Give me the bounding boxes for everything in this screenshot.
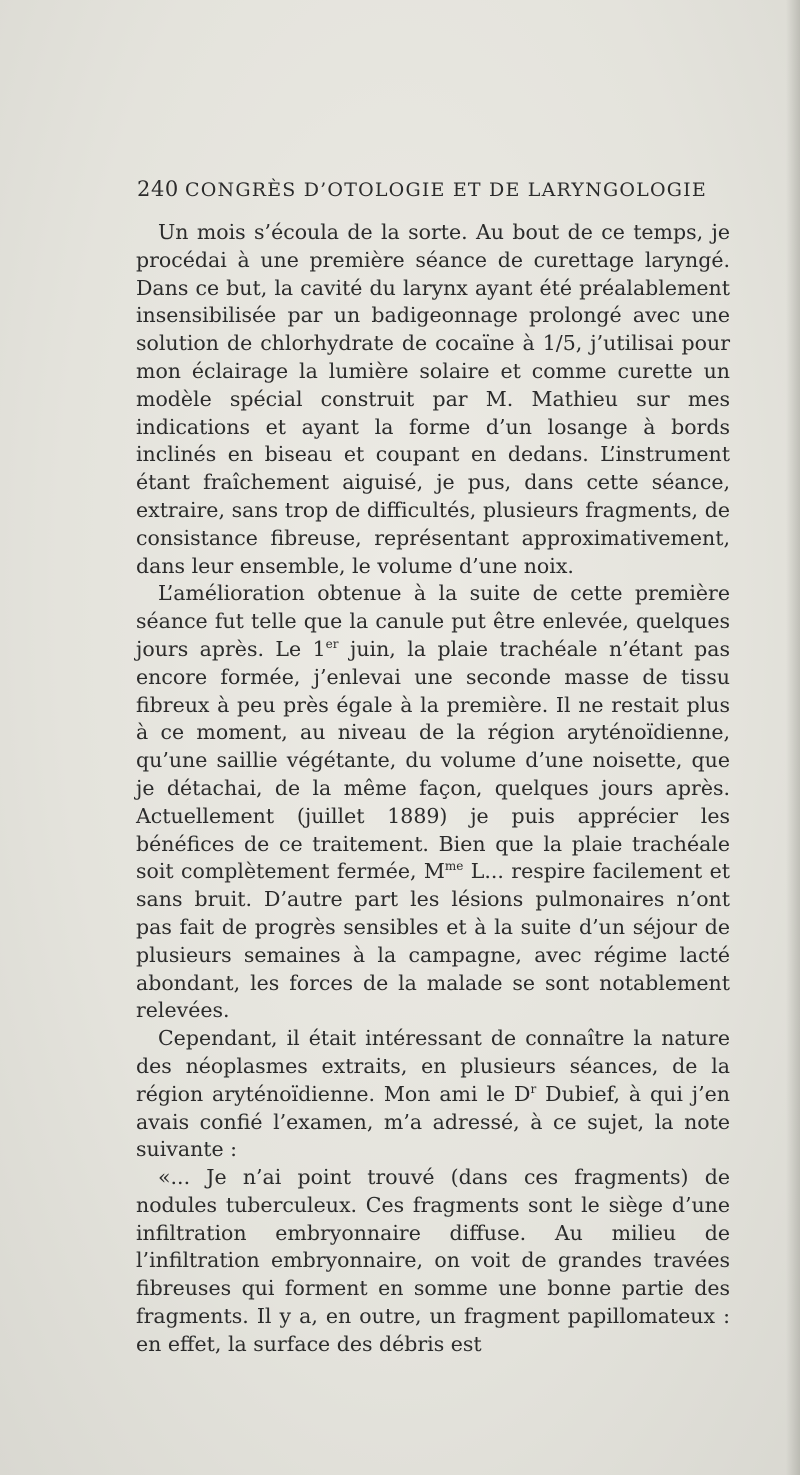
paragraph-3 [136,1025,730,1164]
superscript-r: r [530,1081,537,1096]
superscript-me: me [444,859,464,874]
paragraph-4-quote [136,1164,730,1359]
body-text [136,219,730,1359]
paragraph-1 [136,219,730,580]
paragraph-2-text-a: L’amélioration obtenue à la suite de cette première séance fut telle que la canule put être enlevée, quelques jours après. Le 1 [136,581,730,661]
paragraph-3-text-b: Dubief, à qui j’en avais confié l’examen, m’a adressé, à ce sujet, la note suivante : [136,1081,730,1162]
page-edge-shadow [786,0,800,1475]
paragraph-4-text: «... Je n’ai point trouvé (dans ces fragments) de nodules tuberculeux. Ces fragments sont le siège d’une infiltration embryonnaire diffuse. Au milieu de l’infiltration embryonnaire, on voit de grandes travées fibreuses qui forment en somme une bonne partie des fragments. Il y a, en outre, un fragment papillomateux : en effet, la surface des débris est [136,1165,730,1356]
paragraph-2-text-c: L... respire facilement et sans bruit. D’autre part les lésions pulmonaires n’ont pas fait de progrès sensibles et à la suite d’un séjour de plusieurs semaines à la campagne, avec régime lacté abondant, les forces de la malade se sont notablement relevées. [136,859,730,1023]
running-header [137,177,707,207]
paragraph-2 [136,580,730,1025]
paragraph-2-text-b: juin, la plaie trachéale n’étant pas encore formée, j’enlevai une seconde masse de tissu fibreux à peu près égale à la première. Il ne restait plus à ce moment, au niveau de la région aryténoïdienne, qu’une saillie végétante, du volume d’une noisette, que je détachai, de la même façon, quelques jours après. Actuellement (juillet 1889) je puis apprécier les bénéfices de ce traitement. Bien que la plaie trachéale soit complètement fermée, M [136,636,731,884]
running-title: CONGRÈS D’OTOLOGIE ET DE LARYNGOLOGIE [185,179,707,201]
paragraph-3-text-a: Cependant, il était intéressant de connaître la nature des néoplasmes extraits, en plusieurs séances, de la région aryténoïdienne. Mon ami le D [136,1026,730,1106]
page-number: 240 [137,177,179,201]
paragraph-1-text: Un mois s’écoula de la sorte. Au bout de ce temps, je procédai à une première séance de curettage laryngé. Dans ce but, la cavité du larynx ayant été préalablement insensibilisée par un badigeonnage prolongé avec une solution de chlorhydrate de cocaïne à 1/5, j’utilisai pour mon éclairage la lumière solaire et comme curette un modèle spécial construit par M. Mathieu sur mes indications et ayant la forme d’un losange à bords inclinés en biseau et coupant en dedans. L’instrument étant fraîchement aiguisé, je pus, dans cette séance, extraire, sans trop de difficultés, plusieurs fragments, de consistance fibreuse, représentant approximativement, dans leur ensemble, le volume d’une noix. [136,220,730,578]
superscript-er: er [325,637,339,652]
